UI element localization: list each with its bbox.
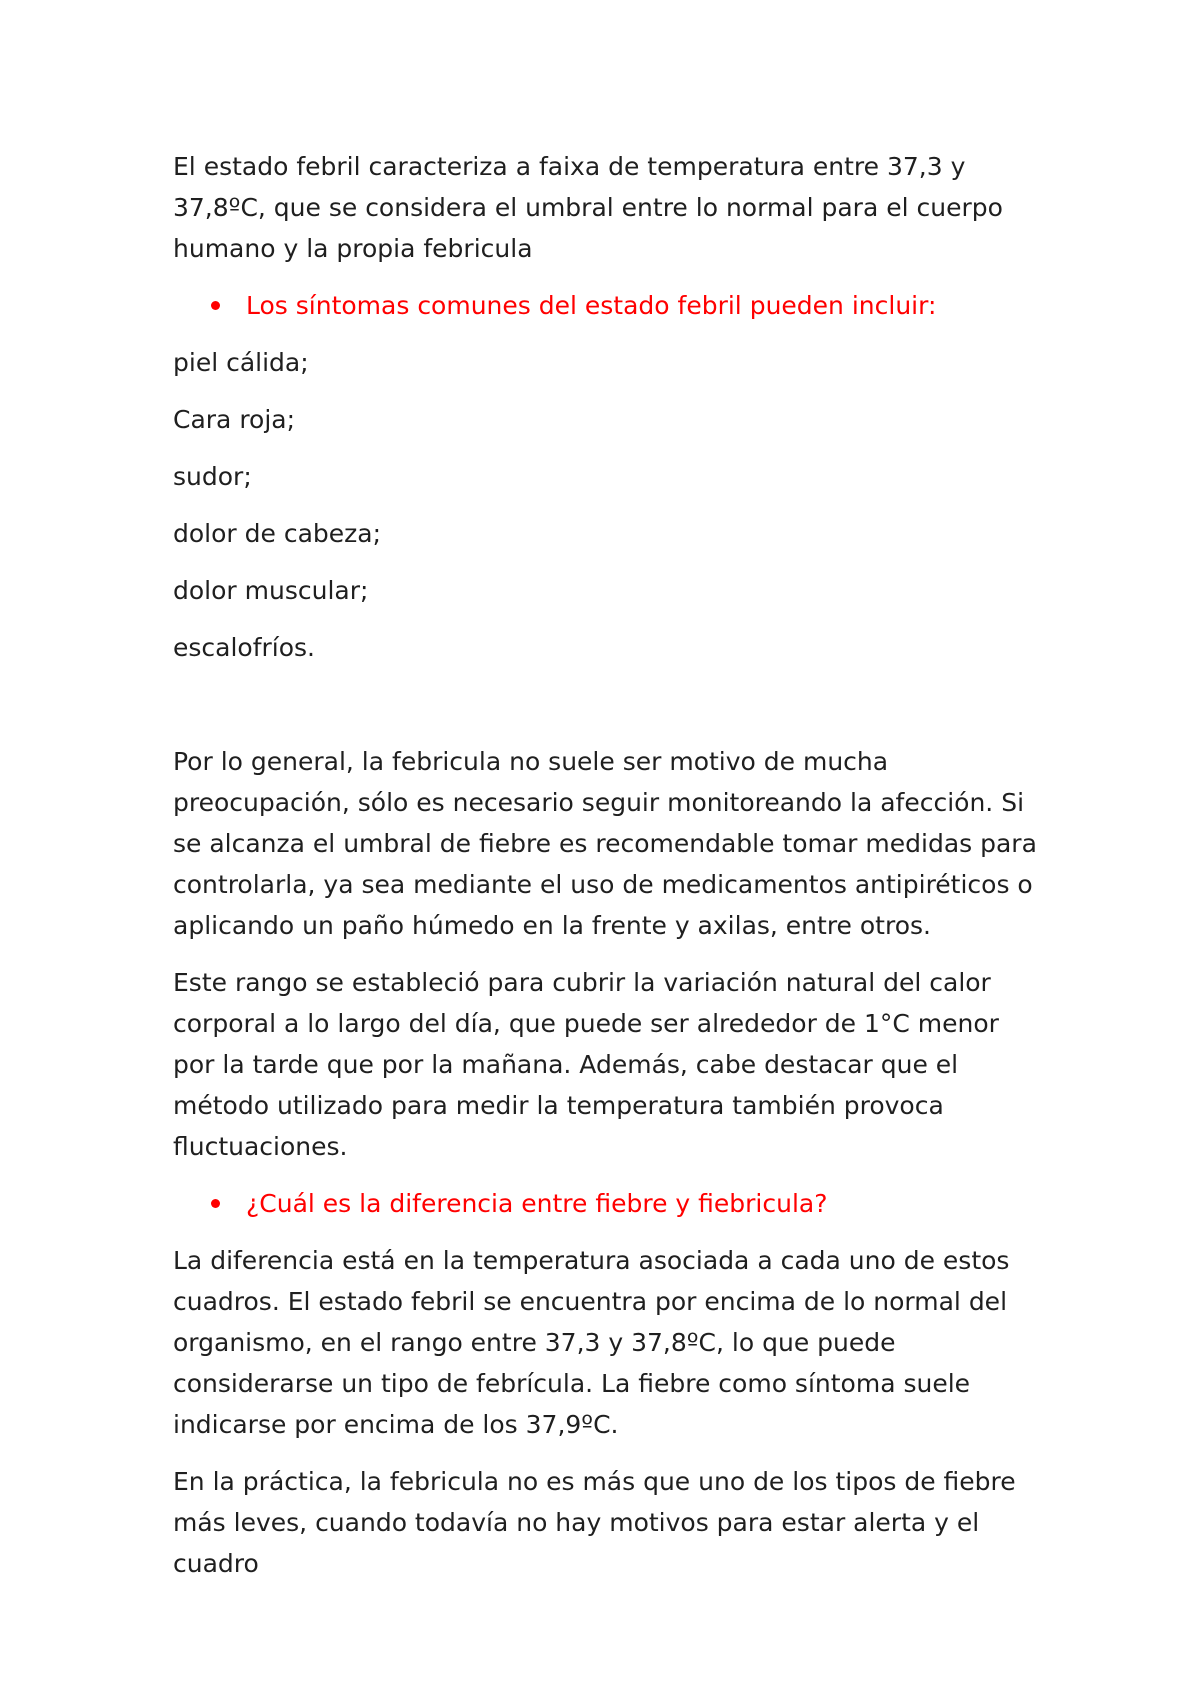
paragraph-general: Por lo general, la febricula no suele ser motivo de mucha preocupación, sólo es necesario seguir monitoreando la afección. Si se alcanza el umbral de fiebre es recomendable tomar medidas para controlarla, ya sea mediante el uso de medicamentos antipiréticos o aplicando un paño húmedo en la frente y axilas, entre otros.: [173, 747, 1037, 940]
symptom-item: dolor muscular;: [173, 576, 369, 605]
symptom-item: escalofríos.: [173, 633, 316, 662]
intro-paragraph: El estado febril caracteriza a faixa de temperatura entre 37,3 y 37,8ºC, que se considera el umbral entre lo normal para el cuerpo humano y la propia febricula: [173, 152, 1003, 263]
symptom-item: Cara roja;: [173, 405, 296, 434]
bullet-dot-icon: [211, 1199, 220, 1208]
paragraph-range: Este rango se estableció para cubrir la variación natural del calor corporal a lo largo del día, que puede ser alrededor de 1°C menor por la tarde que por la mañana. Además, cabe destacar que el método utilizado para medir la temperatura también provoca fluctuaciones.: [173, 968, 999, 1161]
symptom-item: piel cálida;: [173, 348, 309, 377]
heading-symptoms: Los síntomas comunes del estado febril pueden incluir:: [246, 291, 937, 320]
bullet-heading-difference: [173, 1183, 1043, 1224]
bullet-heading-symptoms: [173, 285, 1043, 326]
symptom-item: sudor;: [173, 462, 252, 491]
heading-difference: ¿Cuál es la diferencia entre fiebre y fiebricula?: [246, 1189, 828, 1218]
bullet-dot-icon: [211, 301, 220, 310]
symptom-item: dolor de cabeza;: [173, 519, 382, 548]
paragraph-practice: En la práctica, la febricula no es más que uno de los tipos de fiebre más leves, cuando todavía no hay motivos para estar alerta y el cuadro: [173, 1467, 1016, 1578]
blank-line: [173, 684, 1043, 741]
document-body: [173, 146, 1043, 1600]
paragraph-difference: La diferencia está en la temperatura asociada a cada uno de estos cuadros. El estado febril se encuentra por encima de lo normal del organismo, en el rango entre 37,3 y 37,8ºC, lo que puede considerarse un tipo de febrícula. La fiebre como síntoma suele indicarse por encima de los 37,9ºC.: [173, 1246, 1010, 1439]
